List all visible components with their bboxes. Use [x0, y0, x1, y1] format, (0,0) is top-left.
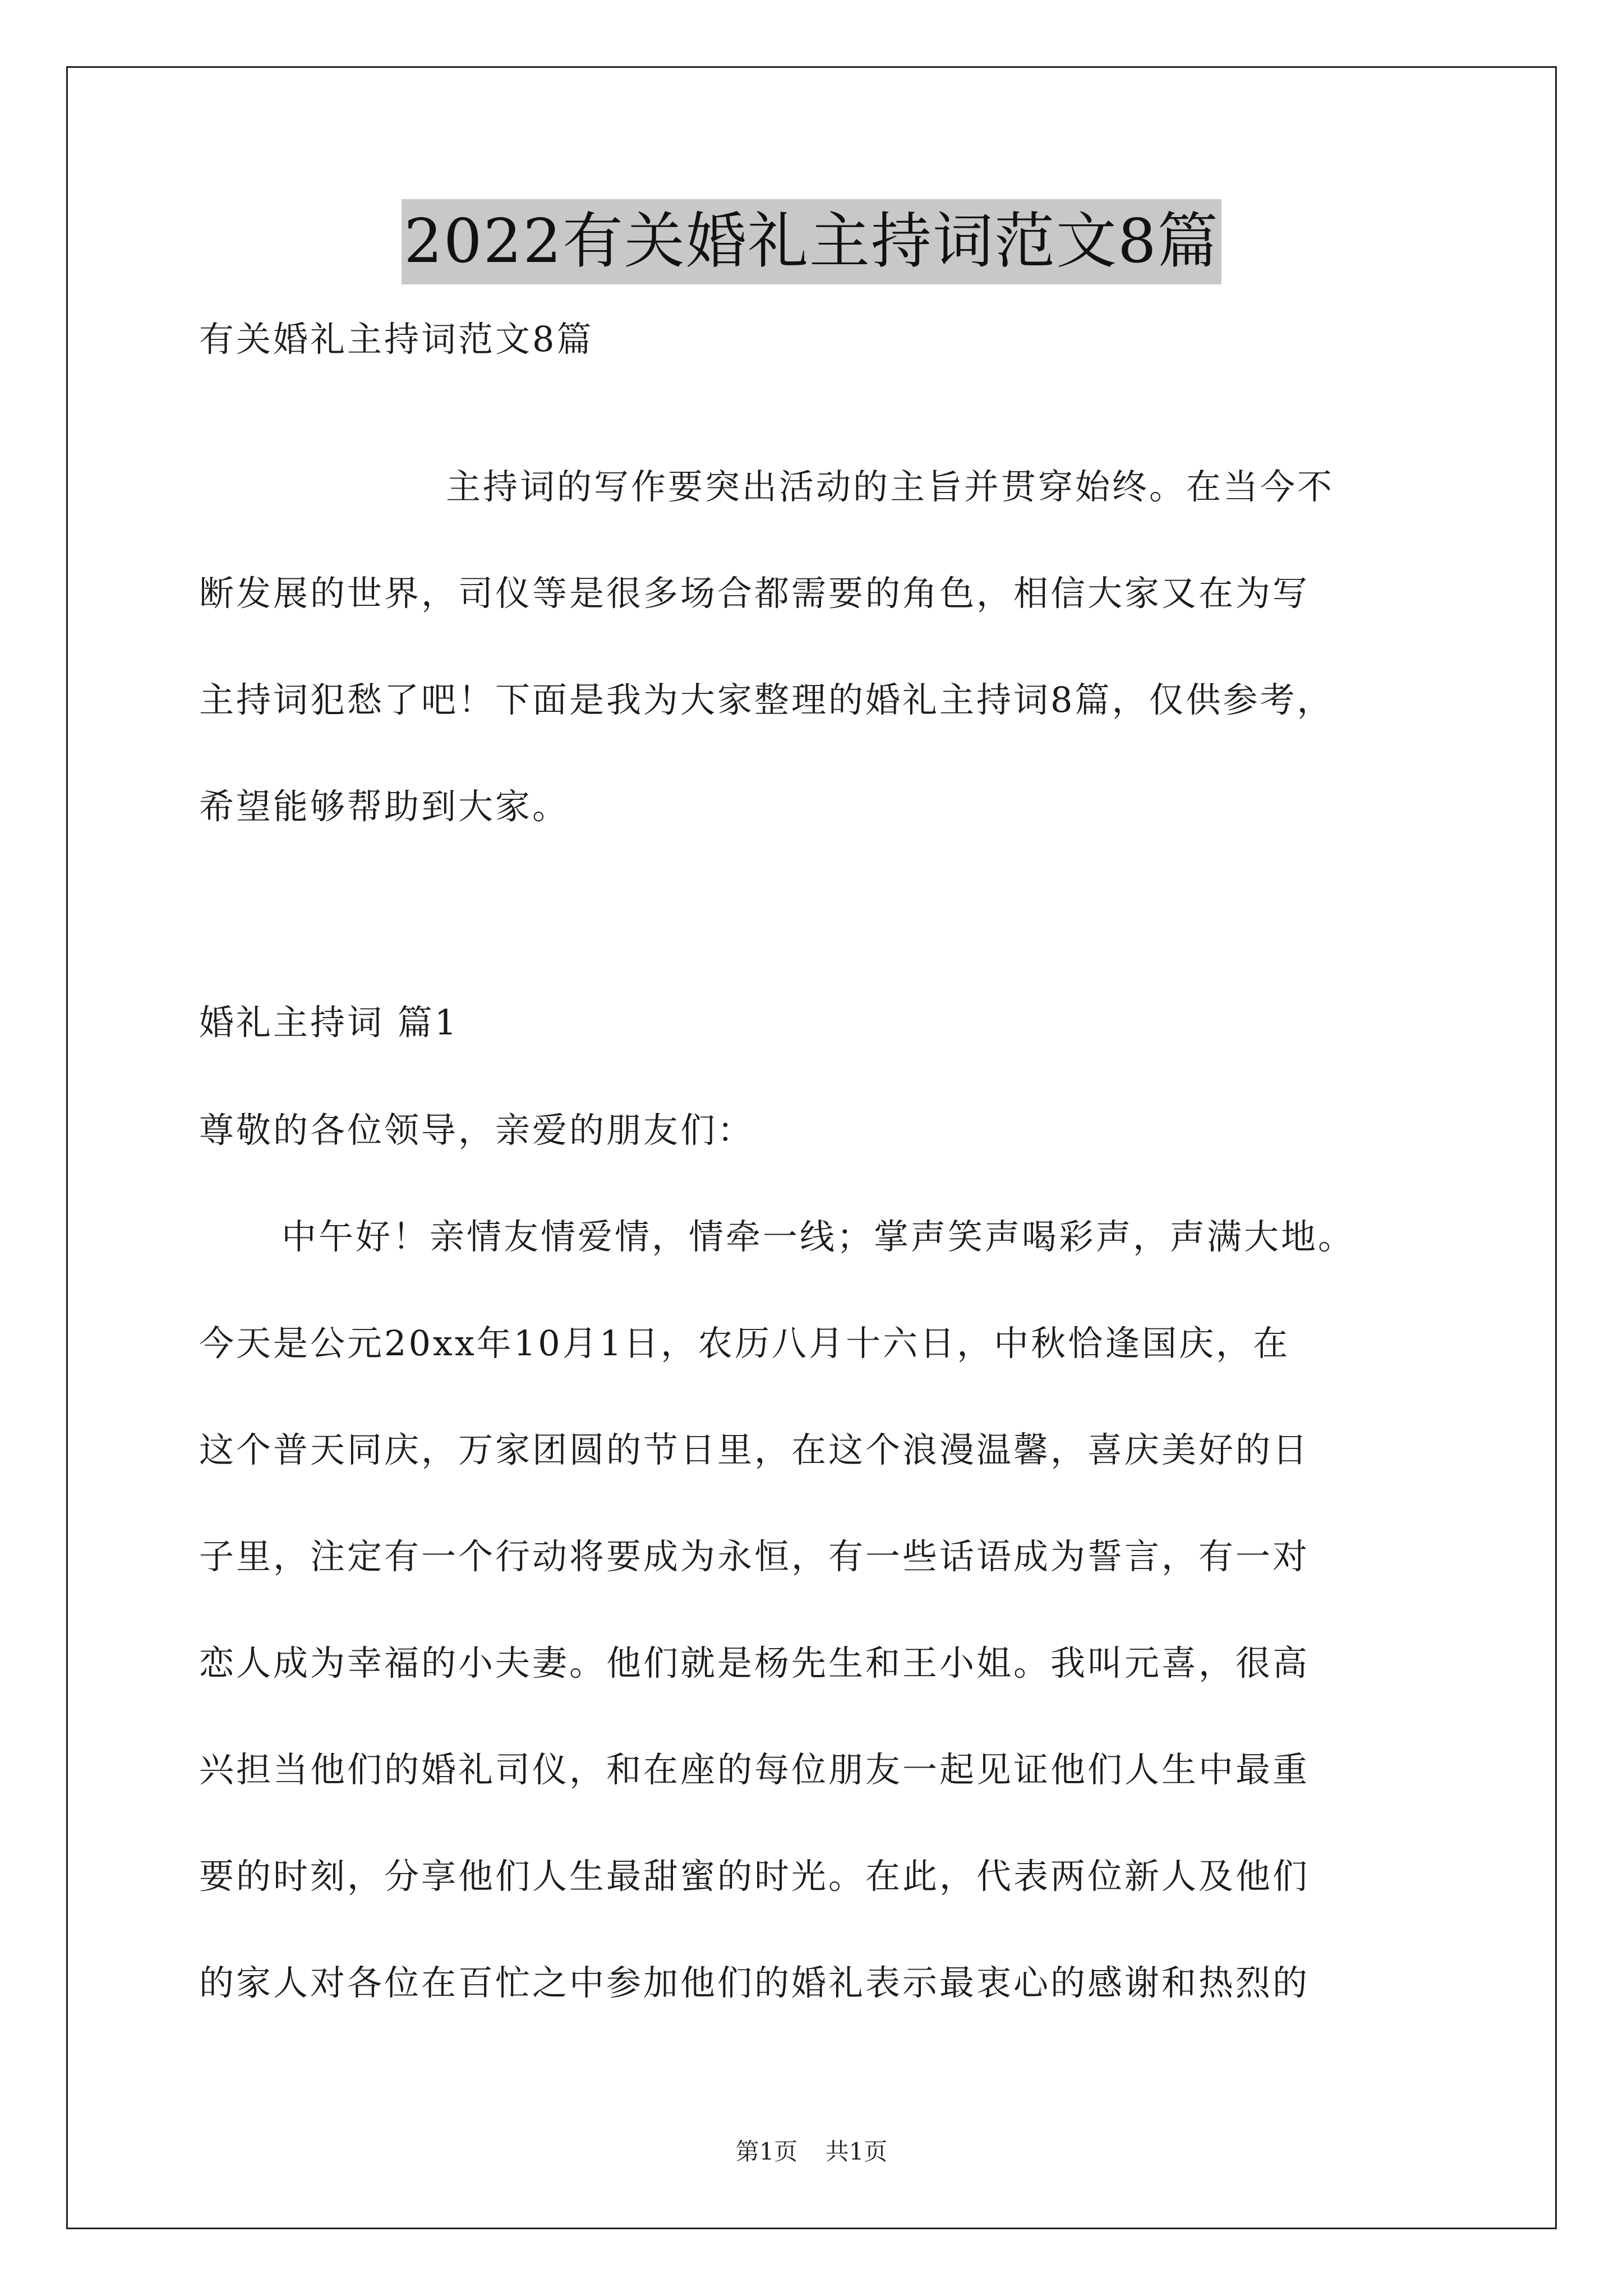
- intro-line: 希望能够帮助到大家。: [199, 786, 570, 827]
- page-footer: [0, 2136, 1623, 2168]
- intro-line: 断发展的世界，司仪等是很多场合都需要的角色，相信大家又在为写: [199, 573, 1310, 614]
- salutation: 尊敬的各位领导，亲爱的朋友们：: [199, 1110, 755, 1151]
- body-line: 兴担当他们的婚礼司仪，和在座的每位朋友一起见证他们人生中最重: [199, 1749, 1310, 1790]
- body-line: 这个普天同庆，万家团圆的节日里，在这个浪漫温馨，喜庆美好的日: [199, 1429, 1310, 1470]
- document-subtitle: 有关婚礼主持词范文8篇: [199, 319, 594, 360]
- document-title: 2022有关婚礼主持词范文8篇: [402, 199, 1221, 284]
- body-line: 子里，注定有一个行动将要成为永恒，有一些话语成为誓言，有一对: [199, 1536, 1310, 1577]
- body-line: 要的时刻，分享他们人生最甜蜜的时光。在此，代表两位新人及他们: [199, 1856, 1310, 1897]
- page-total: 共1页: [825, 2138, 888, 2165]
- intro-line: 主持词犯愁了吧！下面是我为大家整理的婚礼主持词8篇，仅供参考，: [199, 679, 1334, 720]
- body-line: 今天是公元20xx年10月1日，农历八月十六日，中秋恰逢国庆，在: [199, 1323, 1290, 1364]
- title-container: [0, 199, 1623, 284]
- body-line: 的家人对各位在百忙之中参加他们的婚礼表示最衷心的感谢和热烈的: [199, 1962, 1310, 2003]
- section-heading: 婚礼主持词 篇1: [199, 1002, 459, 1043]
- page-number: 第1页: [735, 2138, 798, 2165]
- body-line: 恋人成为幸福的小夫妻。他们就是杨先生和王小姐。我叫元喜，很高: [199, 1642, 1310, 1683]
- intro-line: 主持词的写作要突出活动的主旨并贯穿始终。在当今不: [446, 466, 1335, 507]
- body-line: 中午好！亲情友情爱情，情牵一线；掌声笑声喝彩声，声满大地。: [282, 1216, 1355, 1257]
